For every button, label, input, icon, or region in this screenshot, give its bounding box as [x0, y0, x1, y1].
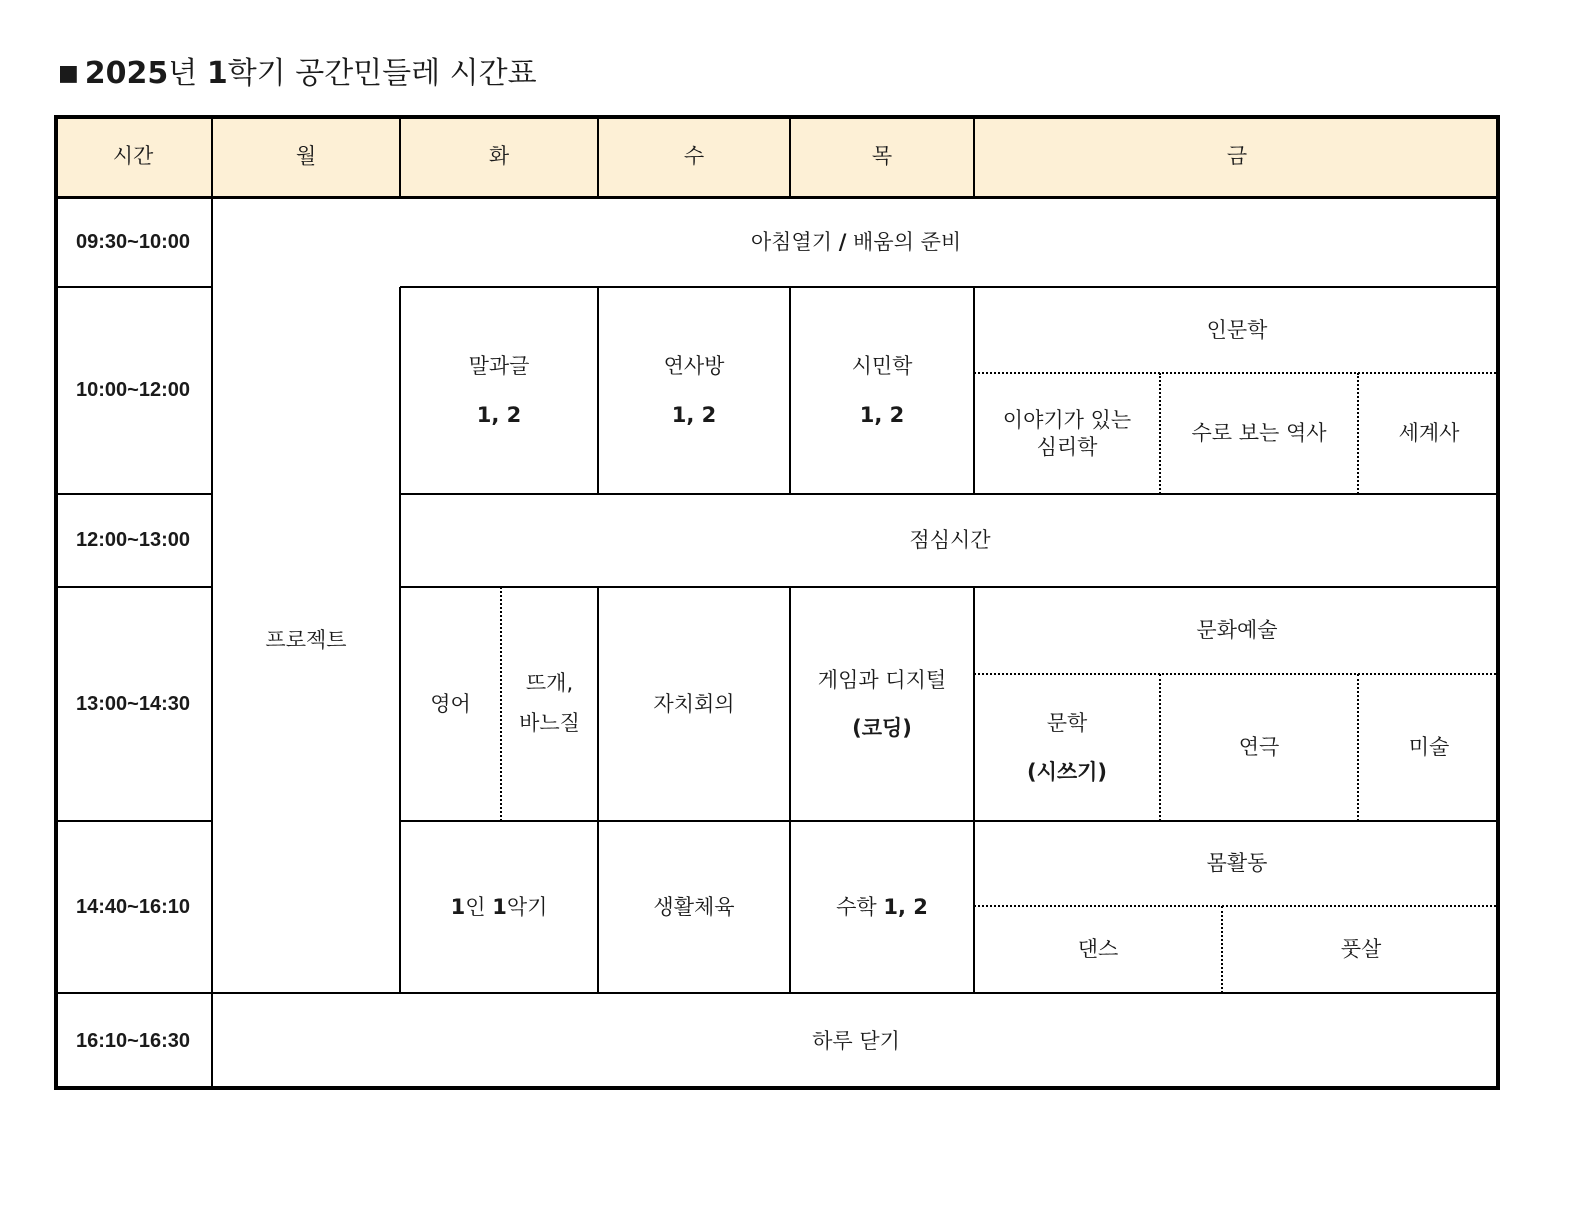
grid-line: [400, 493, 1500, 495]
morning-opening-cell: 아침열기 / 배움의 준비: [750, 229, 962, 254]
class-cell: 수학 1, 2: [836, 894, 928, 919]
grid-line: [54, 820, 212, 822]
grid-line: [789, 287, 791, 494]
class-cell: 뜨개, 바느질: [519, 671, 580, 735]
class-cell: 1인 1악기: [450, 894, 548, 919]
grid-line: [973, 587, 975, 993]
grid-line: [597, 287, 599, 494]
header-time: 시간: [54, 115, 212, 197]
grid-line: [211, 115, 213, 1090]
time-slot: 14:40~16:10: [76, 895, 190, 918]
time-slot: 10:00~12:00: [76, 379, 190, 401]
class-cell: 댄스: [1077, 937, 1119, 962]
grid-line: [54, 286, 212, 288]
monday-project-cell: 프로젝트: [265, 627, 347, 652]
square-bullet-icon: ■: [58, 61, 79, 86]
grid-line: [399, 287, 401, 993]
grid-line: [597, 115, 599, 197]
header-thursday: 목: [790, 115, 974, 197]
dotted-line: [1221, 906, 1223, 993]
dotted-line: [500, 587, 502, 821]
grid-line: [973, 115, 975, 197]
page-title: ■ 2025년 1학기 공간민들레 시간표: [58, 56, 537, 91]
class-cell: 문학 (시쓰기): [1026, 711, 1108, 784]
class-cell: 풋살: [1340, 937, 1382, 962]
friday-arts-heading: 문화예술: [1196, 618, 1278, 643]
class-cell: 자치회의: [653, 691, 735, 716]
dotted-line: [974, 905, 1500, 907]
class-cell: 영어: [430, 691, 471, 716]
grid-line: [789, 115, 791, 197]
header-wednesday: 수: [598, 115, 790, 197]
header-monday: 월: [212, 115, 400, 197]
grid-line: [54, 992, 1500, 994]
grid-line: [54, 196, 1500, 199]
class-cell: 연사방 1, 2: [663, 354, 725, 427]
grid-line: [400, 820, 1500, 822]
grid-line: [399, 115, 401, 197]
dotted-line: [1357, 674, 1359, 821]
class-cell: 말과글 1, 2: [468, 354, 530, 427]
time-slot: 13:00~14:30: [76, 692, 190, 715]
time-slot: 12:00~13:00: [76, 529, 190, 551]
timetable: [54, 115, 1500, 1090]
header-friday: 금: [974, 115, 1500, 197]
dotted-line: [1357, 373, 1359, 494]
lunch-cell: 점심시간: [909, 528, 991, 553]
dotted-line: [974, 372, 1500, 374]
grid-line: [400, 286, 1500, 288]
header-tuesday: 화: [400, 115, 598, 197]
dotted-line: [1159, 373, 1161, 494]
friday-humanities-heading: 인문학: [1206, 317, 1268, 342]
grid-line: [54, 493, 212, 495]
time-slot: 09:30~10:00: [76, 230, 190, 253]
class-cell: 생활체육: [653, 894, 735, 919]
class-cell: 세계사: [1398, 421, 1460, 446]
class-cell: 시민학 1, 2: [851, 354, 913, 427]
class-cell: 이야기가 있는 심리학: [1002, 408, 1132, 459]
grid-line: [973, 287, 975, 494]
friday-physical-heading: 몸활동: [1206, 851, 1268, 876]
grid-line: [789, 587, 791, 993]
grid-line: [597, 587, 599, 993]
class-cell: 수로 보는 역사: [1191, 421, 1327, 446]
dotted-line: [974, 673, 1500, 675]
class-cell: 연극: [1238, 735, 1280, 760]
grid-line: [400, 586, 1500, 588]
class-cell: 게임과 디지털 (코딩): [817, 667, 947, 740]
grid-line: [54, 586, 212, 588]
closing-cell: 하루 닫기: [812, 1029, 900, 1054]
time-slot: 16:10~16:30: [76, 1030, 190, 1052]
class-cell: 미술: [1408, 735, 1450, 760]
dotted-line: [1159, 674, 1161, 821]
